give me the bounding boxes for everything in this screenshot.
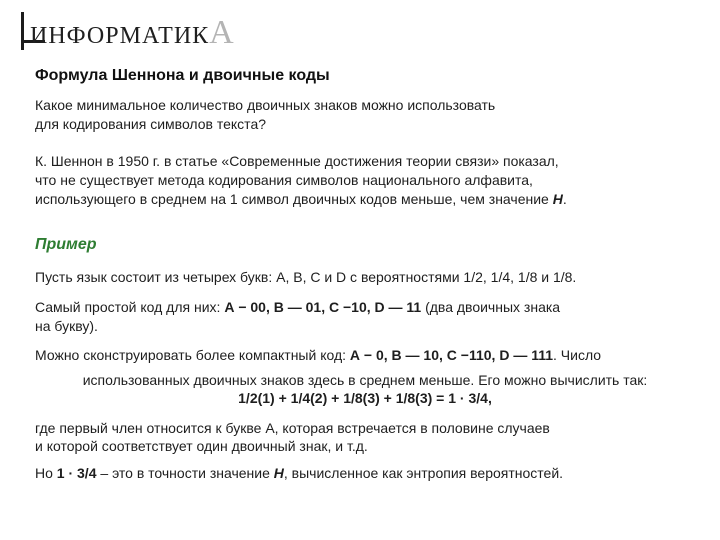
compact-code-line xyxy=(35,345,601,365)
page-title: Формула Шеннона и двоичные коды xyxy=(35,67,330,84)
conclusion-intro: Но xyxy=(35,465,57,481)
conclusion-mid: – это в точности значение xyxy=(96,465,274,481)
calculation-line: использованных двоичных знаков здесь в среднем меньше. Его можно вычислить так: xyxy=(82,372,648,388)
compact-code-end: . Число xyxy=(553,347,602,363)
simple-code-note: (два двоичных знака xyxy=(421,299,561,315)
example-heading: Пример xyxy=(35,236,97,253)
explanation-line-2: и которой соответствует один двоичный знак, и т.д. xyxy=(35,438,368,454)
question-line-1: Какое минимальное количество двоичных знаков можно использовать xyxy=(35,97,496,113)
conclusion-line xyxy=(35,463,563,483)
simple-code-intro: Самый простой код для них: xyxy=(35,299,225,315)
logo xyxy=(30,14,234,52)
shannon-line-3-text: использующего в среднем на 1 символ двоичных кодов меньше, чем значение xyxy=(35,191,553,207)
logo-last-letter: А xyxy=(209,14,234,51)
conclusion-value: 1 · 3/4 xyxy=(56,465,97,481)
explanation-line-1: где первый член относится к букве А, которая встречается в половине случаев xyxy=(35,420,550,436)
shannon-line-3-end: . xyxy=(562,191,567,207)
compact-code-intro: Можно сконструировать более компактный код: xyxy=(35,347,350,363)
shannon-line-2: что не существует метода кодирования символов национального алфавита, xyxy=(35,172,533,188)
shannon-line-1: К. Шеннон в 1950 г. в статье «Современные достижения теории связи» показал, xyxy=(35,153,559,169)
compact-code-value: А − 0, В — 10, С −110, D — 111 xyxy=(349,347,554,363)
conclusion-end: , вычисленное как энтропия вероятностей. xyxy=(283,465,564,481)
logo-bracket-vertical xyxy=(21,12,24,50)
conclusion-entropy-symbol: H xyxy=(273,465,284,481)
simple-code-value: А − 00, В — 01, С −10, D — 11 xyxy=(224,299,422,315)
simple-code-line-1 xyxy=(35,297,560,317)
calculation-formula: 1/2(1) + 1/4(2) + 1/8(3) + 1/8(3) = 1 · 3/4, xyxy=(238,390,492,406)
question-line-2: для кодирования символов текста? xyxy=(35,116,267,132)
shannon-line-3 xyxy=(35,189,567,209)
language-paragraph: Пусть язык состоит из четырех букв: А, В, С и D с вероятностями 1/2, 1/4, 1/8 и 1/8. xyxy=(35,269,577,285)
simple-code-line-2: на букву). xyxy=(35,318,98,334)
shannon-entropy-symbol: H xyxy=(552,191,563,207)
logo-text: ИНФОРМАТИК xyxy=(30,23,210,49)
